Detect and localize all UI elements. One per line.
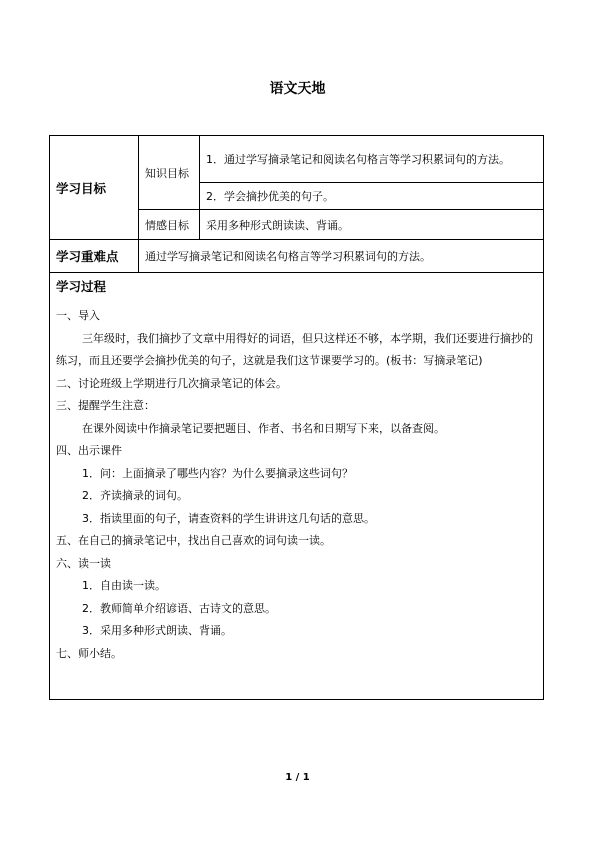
page-title: 语文天地 (269, 81, 326, 97)
process-substep: 3．采用多种形式朗读、背诵。 (82, 624, 232, 637)
emotion-label: 情感目标 (139, 210, 200, 240)
process-substep: 2．齐读摘录的词句。 (82, 489, 188, 502)
process-paragraph: 三年级时，我们摘抄了文章中用得好的词语，但只这样还不够，本学期，我们还要进行摘抄的练习，而且还要学会摘抄优美的句子，这就是我们这节课要学习的。(板书：写摘录笔记) (56, 331, 533, 367)
process-label: 学习过程 (56, 279, 107, 294)
process-substep: 1．自由读一读。 (82, 579, 166, 592)
knowledge-item-1: 1．通过学写摘录笔记和阅读名句格言等学习积累词句的方法。 (200, 136, 544, 183)
process-section (50, 273, 544, 700)
objectives-label: 学习目标 (50, 136, 139, 240)
process-substep: 1．问：上面摘录了哪些内容？为什么要摘录这些词句？ (82, 466, 353, 480)
page-number: 1 / 1 (285, 772, 310, 783)
process-step: 七、师小结。 (56, 646, 122, 660)
lesson-plan-table (49, 135, 544, 700)
process-step: 二、讨论班级上学期进行几次摘录笔记的体会。 (56, 376, 287, 390)
process-paragraph: 在课外阅读中作摘录笔记要把题目、作者、书名和日期写下来，以备查阅。 (82, 421, 445, 435)
process-step: 一、导入 (56, 309, 100, 322)
process-substep: 3．指读里面的句子，请查资料的学生讲讲这几句话的意思。 (82, 511, 375, 525)
knowledge-label: 知识目标 (139, 136, 200, 210)
process-step: 六、读一读 (56, 556, 111, 570)
process-substep: 2．教师简单介绍谚语、古诗文的意思。 (82, 601, 276, 615)
process-step: 五、在自己的摘录笔记中，找出自己喜欢的词句读一读。 (56, 534, 331, 547)
key-points-text: 通过学写摘录笔记和阅读名句格言等学习积累词句的方法。 (139, 240, 544, 273)
emotion-item: 采用多种形式朗读读、背诵。 (200, 210, 544, 240)
knowledge-item-2: 2．学会摘抄优美的句子。 (200, 183, 544, 210)
process-step: 四、出示课件 (56, 444, 122, 457)
process-step: 三、提醒学生注意： (56, 399, 155, 412)
key-points-label: 学习重难点 (50, 240, 139, 273)
